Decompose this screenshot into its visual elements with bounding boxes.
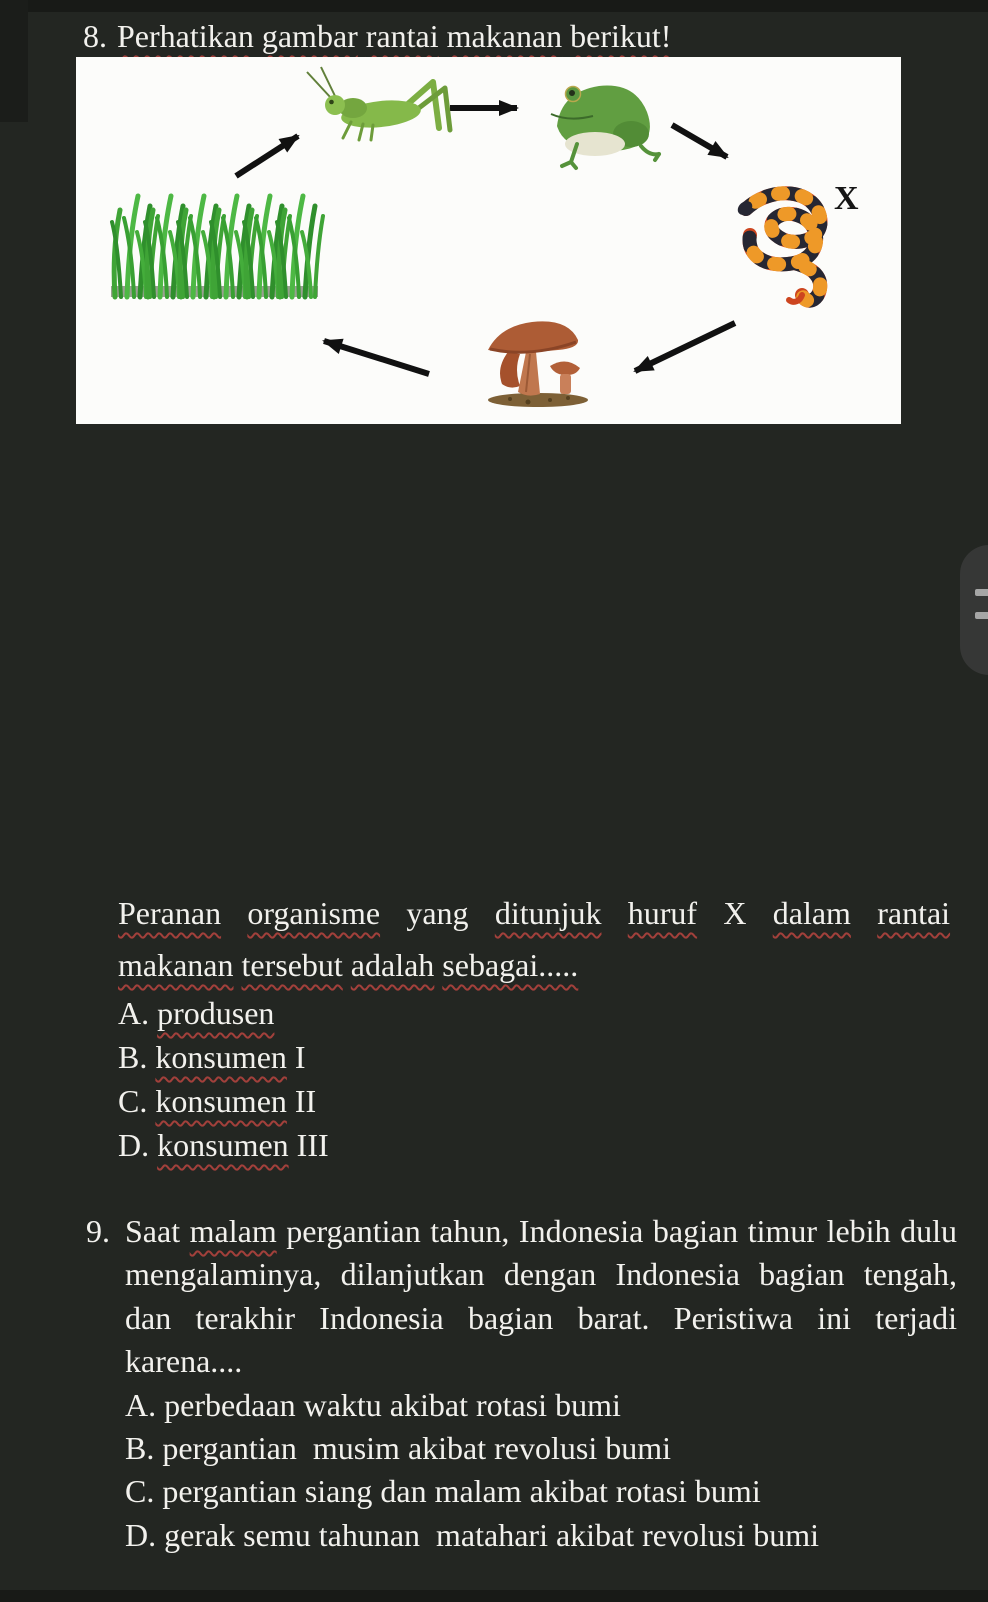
q8-option-c — [118, 1079, 329, 1123]
text-run: yang — [380, 895, 495, 931]
misspelled-word: sebagai..... — [442, 947, 579, 983]
q9-option-d — [86, 1514, 957, 1557]
text-run: III — [288, 1127, 329, 1163]
text-run — [358, 18, 366, 54]
misspelled-word: konsumen — [155, 1039, 287, 1075]
grass-image — [111, 196, 323, 297]
misspelled-word: dalam — [772, 895, 851, 931]
q8-option-a — [118, 991, 329, 1035]
text-run: karena.... — [125, 1343, 243, 1380]
option-text: gerak semu tahunan matahari akibat revolusi bumi — [164, 1516, 820, 1553]
q9-body-line-1 — [86, 1210, 957, 1253]
q8-option-d — [118, 1123, 329, 1167]
misspelled-word: rantai — [877, 895, 951, 931]
screen-bottom-edge — [0, 1590, 988, 1602]
option-text — [155, 1083, 316, 1119]
option-letter: A. — [118, 995, 150, 1031]
arrow-frog-to-snake — [672, 125, 727, 157]
arrow-snake-to-mushroom — [635, 323, 735, 371]
q8-option-b — [118, 1035, 329, 1079]
text-run — [562, 18, 570, 54]
food-chain-figure — [76, 57, 901, 424]
question-8-title — [83, 16, 671, 56]
q8-body-line-1 — [118, 887, 950, 939]
q8-body-line-2 — [118, 939, 950, 991]
option-text — [155, 1039, 305, 1075]
misspelled-word: Peranan — [118, 895, 222, 931]
misspelled-word: makanan — [118, 947, 234, 983]
text-run: II — [286, 1083, 317, 1119]
question-8-options — [118, 991, 329, 1167]
text-run: dan terakhir Indonesia bagian barat. Peristiwa ini terjadi — [125, 1299, 957, 1336]
mushroom-image — [488, 321, 588, 407]
text-run: X — [697, 895, 773, 931]
drag-handle-icon — [975, 589, 988, 596]
question-8-body — [118, 887, 950, 991]
text-run: I — [286, 1039, 306, 1075]
food-chain-diagram — [76, 57, 901, 424]
q9-body-line-3 — [86, 1297, 957, 1340]
misspelled-word: konsumen — [155, 1083, 287, 1119]
side-handle[interactable] — [960, 545, 988, 675]
misspelled-word: makanan — [446, 18, 563, 54]
misspelled-word: rantai — [365, 18, 439, 54]
screen-left-edge — [0, 0, 28, 122]
snake-image — [735, 180, 859, 302]
misspelled-word: konsumen — [157, 1127, 289, 1163]
misspelled-word: berikut! — [570, 18, 672, 54]
option-letter: C. — [118, 1083, 148, 1119]
option-letter: A. — [125, 1386, 157, 1423]
text-run — [439, 18, 447, 54]
option-text: pergantian musim akibat revolusi bumi — [162, 1429, 671, 1466]
misspelled-word: tersebut — [241, 947, 343, 983]
q9-body-line-4 — [86, 1340, 957, 1383]
q9-option-b — [86, 1427, 957, 1470]
q9-option-c — [86, 1470, 957, 1513]
question-9 — [86, 1210, 957, 1557]
drag-handle-icon — [975, 612, 988, 619]
option-letter: B. — [118, 1039, 148, 1075]
text-run — [343, 947, 351, 983]
option-letter: C. — [125, 1473, 155, 1510]
text-run — [254, 18, 262, 54]
text-run: pergantian tahun, Indonesia bagian timur lebih dulu — [276, 1213, 958, 1249]
text-run — [851, 895, 877, 931]
misspelled-word: Perhatikan — [117, 18, 254, 54]
misspelled-word: adalah — [350, 947, 435, 983]
misspelled-word: organisme — [247, 895, 381, 931]
question-9-number: 9. — [86, 1213, 110, 1249]
text-run: Saat — [125, 1213, 190, 1249]
question-8-title-text — [117, 18, 671, 54]
option-text: pergantian siang dan malam akibat rotasi bumi — [162, 1473, 761, 1510]
question-8-number: 8. — [83, 18, 107, 54]
screen-top-edge — [0, 0, 988, 12]
x-label: X — [834, 180, 859, 217]
misspelled-word: ditunjuk — [494, 895, 602, 931]
arrow-mushroom-to-grass — [324, 341, 429, 374]
option-letter: B. — [125, 1429, 155, 1466]
text-run — [601, 895, 627, 931]
arrow-grass-to-grasshopper — [236, 136, 298, 176]
option-text: perbedaan waktu akibat rotasi bumi — [164, 1386, 621, 1423]
option-letter: D. — [125, 1516, 157, 1553]
option-text — [157, 995, 274, 1031]
misspelled-word: malam — [189, 1213, 277, 1249]
text-run — [221, 895, 247, 931]
frog-image — [551, 86, 659, 168]
text-run: mengalaminya, dilanjutkan dengan Indonesia bagian tengah, — [125, 1256, 957, 1293]
option-letter: D. — [118, 1127, 150, 1163]
misspelled-word: produsen — [157, 995, 275, 1031]
misspelled-word: gambar — [261, 18, 358, 54]
q9-option-a — [86, 1384, 957, 1427]
text-run — [234, 947, 242, 983]
q9-body-line-2 — [86, 1253, 957, 1296]
grasshopper-image — [307, 67, 450, 140]
misspelled-word: huruf — [627, 895, 698, 931]
option-text — [157, 1127, 329, 1163]
